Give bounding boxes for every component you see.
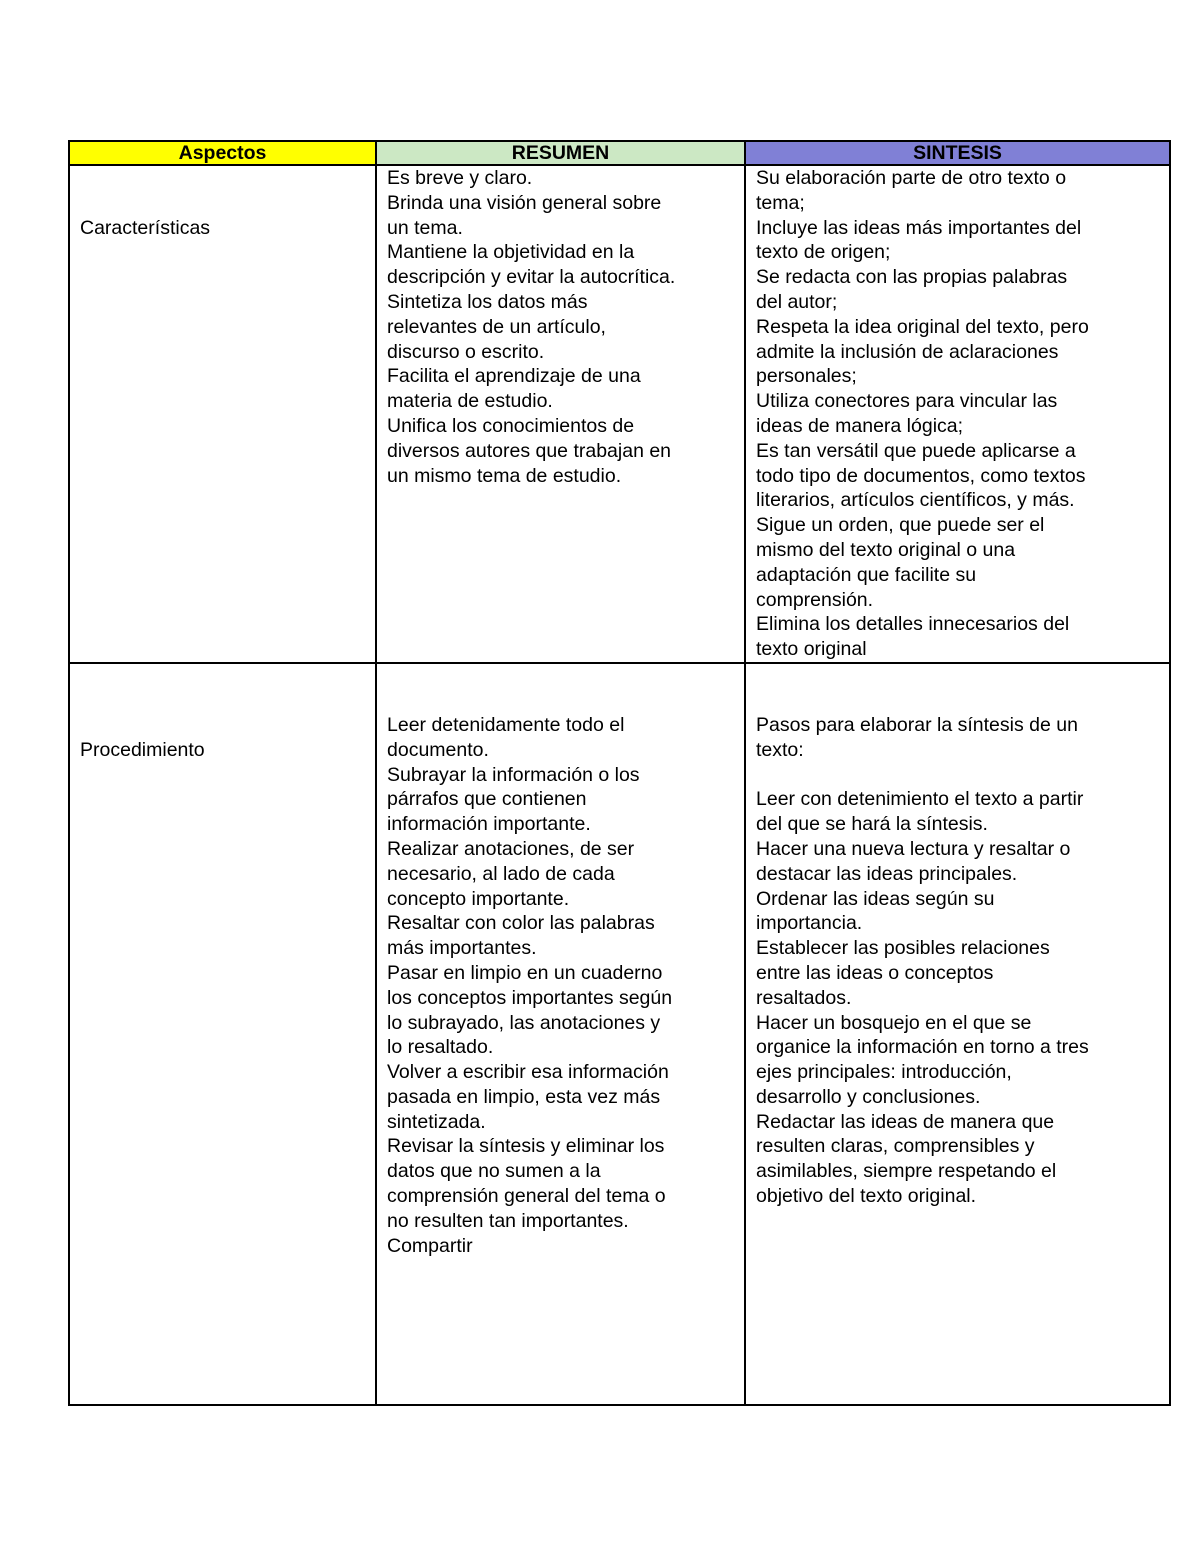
resumen-line: un mismo tema de estudio. <box>387 464 622 487</box>
aspect-label: Características <box>80 216 211 239</box>
resumen-line: comprensión general del tema o <box>387 1185 666 1208</box>
resumen-cell-procedimiento <box>376 663 745 1405</box>
sintesis-cell-caracteristicas <box>745 165 1170 663</box>
sintesis-line: Hacer una nueva lectura y resaltar o <box>756 837 1071 860</box>
resumen-line: lo resaltado. <box>387 1036 494 1059</box>
sintesis-line: admite la inclusión de aclaraciones <box>756 340 1059 363</box>
aspect-label: Procedimiento <box>80 738 205 761</box>
sintesis-line: Leer con detenimiento el texto a partir <box>756 788 1084 811</box>
sintesis-line: Elimina los detalles innecesarios del <box>756 613 1070 636</box>
resumen-line: Facilita el aprendizaje de una <box>387 365 641 388</box>
resumen-line: Volver a escribir esa información <box>387 1061 669 1084</box>
resumen-line: Mantiene la objetividad en la <box>387 241 635 264</box>
resumen-line: Resaltar con color las palabras <box>387 912 655 935</box>
resumen-line: documento. <box>387 738 489 761</box>
resumen-line: discurso o escrito. <box>387 340 545 363</box>
table-row-procedimiento <box>69 663 1170 1405</box>
sintesis-line: Incluye las ideas más importantes del <box>756 216 1082 239</box>
sintesis-line: importancia. <box>756 912 863 935</box>
resumen-line: no resulten tan importantes. <box>387 1209 629 1232</box>
comparison-table <box>68 140 1171 1406</box>
sintesis-line: entre las ideas o conceptos <box>756 961 994 984</box>
sintesis-line: Es tan versátil que puede aplicarse a <box>756 439 1076 462</box>
sintesis-line: objetivo del texto original. <box>756 1185 977 1208</box>
sintesis-line <box>756 763 1169 788</box>
resumen-line: Pasar en limpio en un cuaderno <box>387 961 663 984</box>
sintesis-line: ejes principales: introducción, <box>756 1061 1012 1084</box>
resumen-line: Es breve y claro. <box>387 167 533 189</box>
sintesis-line: del autor; <box>756 290 838 313</box>
sintesis-line: resulten claras, comprensibles y <box>756 1135 1035 1158</box>
sintesis-line: del que se hará la síntesis. <box>756 813 988 836</box>
sintesis-line: Utiliza conectores para vincular las <box>756 390 1058 413</box>
sintesis-line: texto original <box>756 638 867 661</box>
sintesis-cell-procedimiento <box>745 663 1170 1405</box>
resumen-line: necesario, al lado de cada <box>387 862 615 885</box>
resumen-line: datos que no sumen a la <box>387 1160 601 1183</box>
resumen-line: Sintetiza los datos más <box>387 290 588 313</box>
resumen-line: Subrayar la información o los <box>387 763 640 786</box>
sintesis-line: Sigue un orden, que puede ser el <box>756 514 1045 537</box>
sintesis-line: desarrollo y conclusiones. <box>756 1085 981 1108</box>
aspect-cell-procedimiento <box>69 663 376 1405</box>
resumen-line: más importantes. <box>387 937 537 960</box>
resumen-line: descripción y evitar la autocrítica. <box>387 266 676 289</box>
resumen-line: materia de estudio. <box>387 390 553 413</box>
header-resumen: RESUMEN <box>376 141 745 165</box>
sintesis-line: Su elaboración parte de otro texto o <box>756 167 1067 189</box>
resumen-line: diversos autores que trabajan en <box>387 439 672 462</box>
resumen-line: párrafos que contienen <box>387 788 587 811</box>
resumen-line: pasada en limpio, esta vez más <box>387 1085 661 1108</box>
resumen-line: Revisar la síntesis y eliminar los <box>387 1135 665 1158</box>
sintesis-line: resaltados. <box>756 986 852 1009</box>
resumen-line: información importante. <box>387 813 591 836</box>
sintesis-line: asimilables, siempre respetando el <box>756 1160 1057 1183</box>
resumen-line: Unifica los conocimientos de <box>387 414 635 437</box>
resumen-line: concepto importante. <box>387 887 570 910</box>
sintesis-line: personales; <box>756 365 857 388</box>
sintesis-line: organice la información en torno a tres <box>756 1036 1089 1059</box>
sintesis-line: tema; <box>756 191 805 214</box>
sintesis-line: ideas de manera lógica; <box>756 414 964 437</box>
sintesis-line: texto: <box>756 738 804 761</box>
resumen-line: lo subrayado, las anotaciones y <box>387 1011 661 1034</box>
resumen-line: Compartir <box>387 1234 473 1257</box>
sintesis-line: comprensión. <box>756 588 874 611</box>
resumen-line: Leer detenidamente todo el <box>387 713 625 736</box>
sintesis-line: Ordenar las ideas según su <box>756 887 995 910</box>
resumen-line: relevantes de un artículo, <box>387 315 606 338</box>
resumen-line: un tema. <box>387 216 463 239</box>
sintesis-line: Redactar las ideas de manera que <box>756 1110 1055 1133</box>
sintesis-line: Hacer un bosquejo en el que se <box>756 1011 1032 1034</box>
header-sintesis: SINTESIS <box>745 141 1170 165</box>
sintesis-line: Establecer las posibles relaciones <box>756 937 1050 960</box>
sintesis-line: Se redacta con las propias palabras <box>756 266 1068 289</box>
header-row <box>69 141 1170 165</box>
resumen-line: sintetizada. <box>387 1110 486 1133</box>
sintesis-line: texto de origen; <box>756 241 891 264</box>
sintesis-line: destacar las ideas principales. <box>756 862 1018 885</box>
sintesis-line: mismo del texto original o una <box>756 538 1016 561</box>
sintesis-line: literarios, artículos científicos, y más. <box>756 489 1075 512</box>
resumen-line: los conceptos importantes según <box>387 986 673 1009</box>
table-row-caracteristicas <box>69 165 1170 663</box>
resumen-line: Realizar anotaciones, de ser <box>387 837 635 860</box>
sintesis-line: Respeta la idea original del texto, pero <box>756 315 1089 338</box>
resumen-cell-caracteristicas <box>376 165 745 663</box>
sintesis-line: Pasos para elaborar la síntesis de un <box>756 713 1078 736</box>
sintesis-line: adaptación que facilite su <box>756 563 977 586</box>
header-aspectos: Aspectos <box>69 141 376 165</box>
sintesis-line: todo tipo de documentos, como textos <box>756 464 1086 487</box>
aspect-cell-caracteristicas <box>69 165 376 663</box>
resumen-line: Brinda una visión general sobre <box>387 191 662 214</box>
